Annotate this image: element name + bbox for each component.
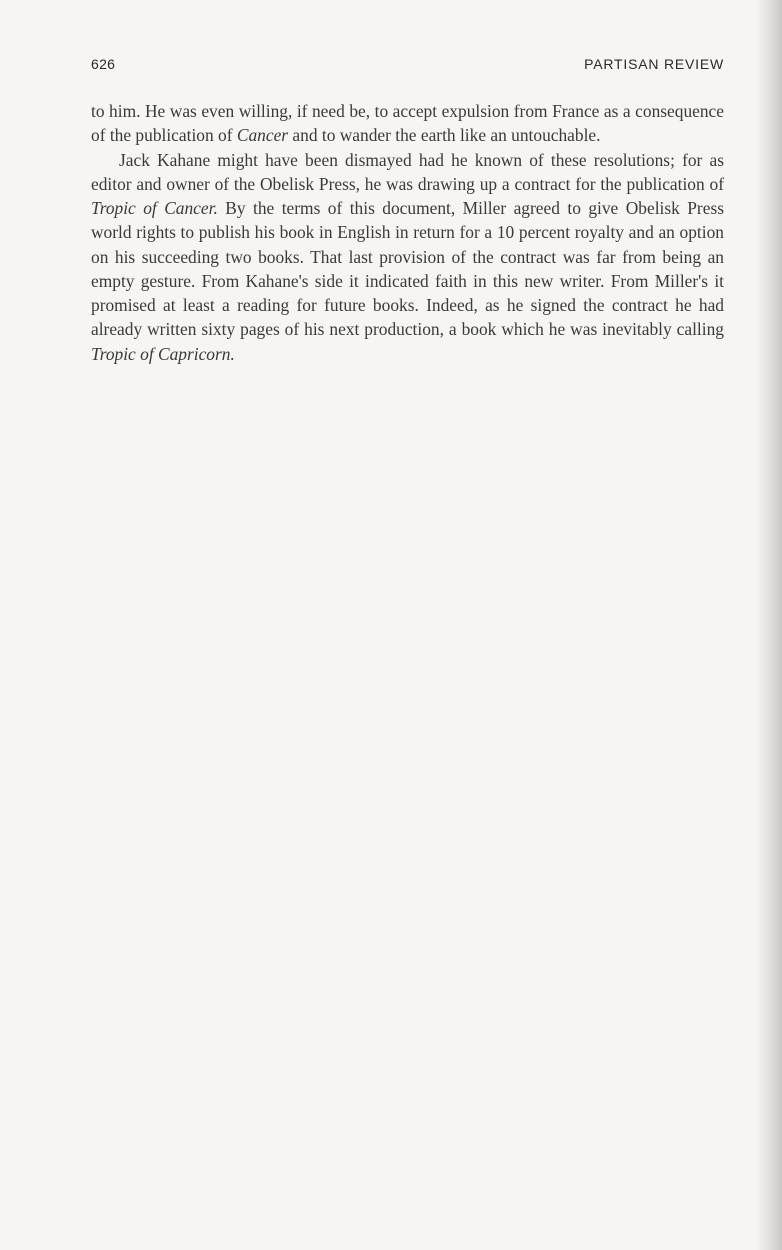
running-head: PARTISAN REVIEW	[584, 56, 724, 72]
paragraph-2	[91, 148, 724, 366]
text-segment: By the terms of this document, Miller agreed to give Obelisk Press world rights to publish his book in English in return for a 10 percent royalty and an option on his succeeding two books. That last provision of the contract was far from being an empty gesture. From Kahane's side it indicated faith in this new writer. From Miller's it promised at least a reading for future books. Indeed, as he signed the contract he had already written sixty pages of his next production, a book which he was inevitably calling	[91, 198, 724, 340]
paragraph-1	[91, 99, 724, 148]
page-number: 626	[91, 56, 116, 72]
book-title-cancer: Cancer	[236, 125, 289, 146]
page-edge-shadow	[756, 0, 782, 1250]
text-segment: to him. He was even willing, if need be, to accept expulsion from France as a consequence of the publication of	[91, 101, 724, 146]
body-text	[91, 99, 724, 366]
book-title-tropic-of-capricorn: Tropic of Capricorn.	[91, 343, 235, 364]
text-segment: Jack Kahane might have been dismayed had he known of these resolutions; for as editor and owner of the Obelisk Press, he was drawing up a contract for the publication of	[91, 149, 724, 194]
book-title-tropic-of-cancer: Tropic of Cancer.	[91, 198, 218, 218]
text-segment: and to wander the earth like an untouchable.	[288, 125, 601, 146]
page-header	[91, 56, 724, 76]
